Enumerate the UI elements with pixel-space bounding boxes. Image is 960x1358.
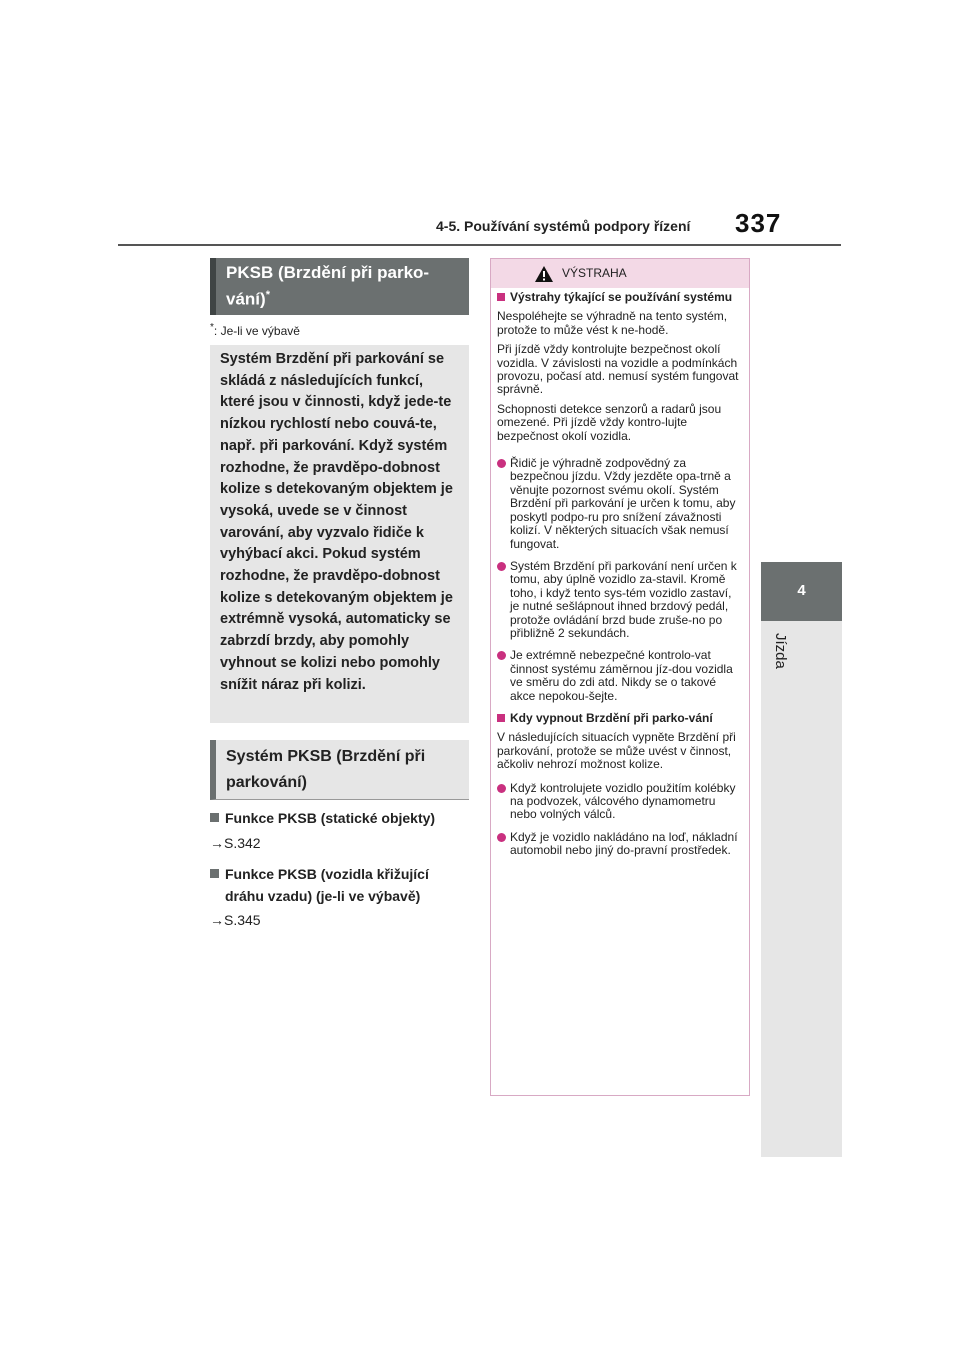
square-bullet-icon: [497, 293, 505, 301]
warning-bullet-text: Je extrémně nebezpečné kontrolo-vat činnost systému záměrnou jíz-dou vozidla ve směru do zdi atd. Nikdy se o takové akce nepokou-šejte.: [510, 648, 733, 703]
chapter-number: 4: [797, 582, 806, 599]
footnote-marker: *: [210, 322, 214, 333]
warning-subheading-text: Výstrahy týkající se používání systému: [510, 290, 733, 304]
warning-bullet-text: Řidič je výhradně zodpovědný za bezpečnou jízdu. Vždy jezděte opa-trně a věnujte pozornost svému okolí. Systém Brzdění při parkování je určen k tomu, aby poskytl podpo-ru pro snížení závažnosti kolizí. V některých situacích však nemusí fungovat.: [510, 456, 736, 551]
intro-text: Systém Brzdění při parkování se skládá z následujících funkcí, které jsou v činnosti, když jede-te nízkou rychlostí nebo couvá-te, např. při parkování. Když systém rozhodne, že pravděpo-dobnost kolize s detekovaným objektem je vysoká, uvede se v činnost varování, aby vyzvalo řidiče k vyhýbací akci. Pokud systém rozhodne, že pravděpo-dobnost kolize s detekovaným objektem je extrémně vysoká, automaticky se zabrzdí brzdy, aby pomohly vyhnout se kolizi nebo pomohly snížit náraz při kolizi.: [210, 345, 469, 723]
warning-bullet-text: Systém Brzdění při parkování není určen k tomu, aby úplně vozidlo za-stavil. Kromě toho, i když tento sys-tém vozidlo zastaví, je nutné sešlápnout ihned brzdový pedál, protože ovládání brzd bude zruše-no po přibližně 2 sekundách.: [510, 558, 737, 640]
warning-header: [491, 259, 749, 288]
warning-bullet: [497, 831, 743, 858]
warning-bullet: [497, 457, 743, 551]
square-bullet-icon: [210, 869, 219, 878]
pksb-heading: [210, 258, 469, 315]
warning-body: [491, 288, 749, 858]
warning-bullet: [497, 560, 743, 640]
bullet-dot-icon: [497, 562, 506, 571]
chapter-tab[interactable]: [761, 562, 842, 621]
bullet-dot-icon: [497, 651, 506, 660]
warning-triangle-icon: [534, 265, 554, 283]
pksb-heading-asterisk: *: [265, 289, 270, 301]
warning-box: [490, 258, 750, 1096]
warning-paragraph: Nespoléhejte se výhradně na tento systém, protože to může vést k ne-hodě.: [497, 309, 728, 337]
function-item: [210, 807, 435, 829]
page-reference-link[interactable]: →S.342: [210, 835, 261, 851]
header-divider: [118, 244, 841, 246]
warning-subheading: [497, 291, 743, 304]
page-number: 337: [735, 208, 782, 238]
bullet-dot-icon: [497, 833, 506, 842]
warning-paragraph: V následujících situacích vypněte Brzdění při parkování, protože se může uvést v činnost, ačkoliv nehrozí možnost kolize.: [497, 730, 736, 772]
bullet-dot-icon: [497, 459, 506, 468]
warning-bullet-text: Když je vozidlo nakládáno na loď, nákladní automobil nebo jiný do-pravní prostředek.: [510, 829, 738, 858]
page-reference-link[interactable]: →S.345: [210, 912, 261, 928]
warning-bullet: [497, 649, 743, 703]
square-bullet-icon: [497, 714, 505, 722]
chapter-strip: [761, 621, 842, 1157]
bullet-dot-icon: [497, 784, 506, 793]
footnote-text: : Je-li ve výbavě: [213, 324, 300, 338]
warning-bullet: [497, 782, 743, 822]
system-heading: Systém PKSB (Brzdění při parkování): [210, 740, 469, 800]
warning-bullet-text: Když kontrolujete vozidlo použitím kolébky na podvozek, válcového dynamometru nebo volných válců.: [510, 780, 736, 822]
section-title: 4-5. Používání systémů podpory řízení: [436, 218, 691, 234]
chapter-label: Jízda: [772, 633, 789, 669]
warning-subheading-text: Kdy vypnout Brzdění při parko-vání: [510, 710, 713, 725]
warning-paragraph: Při jízdě vždy kontrolujte bezpečnost okolí vozidla. V závislosti na vozidle a podmínkách provozu, počasí atd. nemusí systém fungovat správně.: [497, 342, 739, 397]
warning-paragraph: Schopnosti detekce senzorů a radarů jsou omezené. Při jízdě vždy kontro-lujte bezpečnost okolí vozidla.: [497, 401, 722, 443]
pksb-heading-text: PKSB (Brzdění při parko-vání): [226, 263, 430, 309]
square-bullet-icon: [210, 813, 219, 822]
function-item: [210, 863, 469, 907]
function-label: Funkce PKSB (statické objekty): [225, 810, 436, 826]
footnote: [210, 322, 300, 338]
warning-title: VÝSTRAHA: [562, 266, 627, 280]
warning-subheading: [497, 712, 743, 725]
function-label: Funkce PKSB (vozidla křižující dráhu vzadu) (je-li ve výbavě): [225, 866, 429, 904]
